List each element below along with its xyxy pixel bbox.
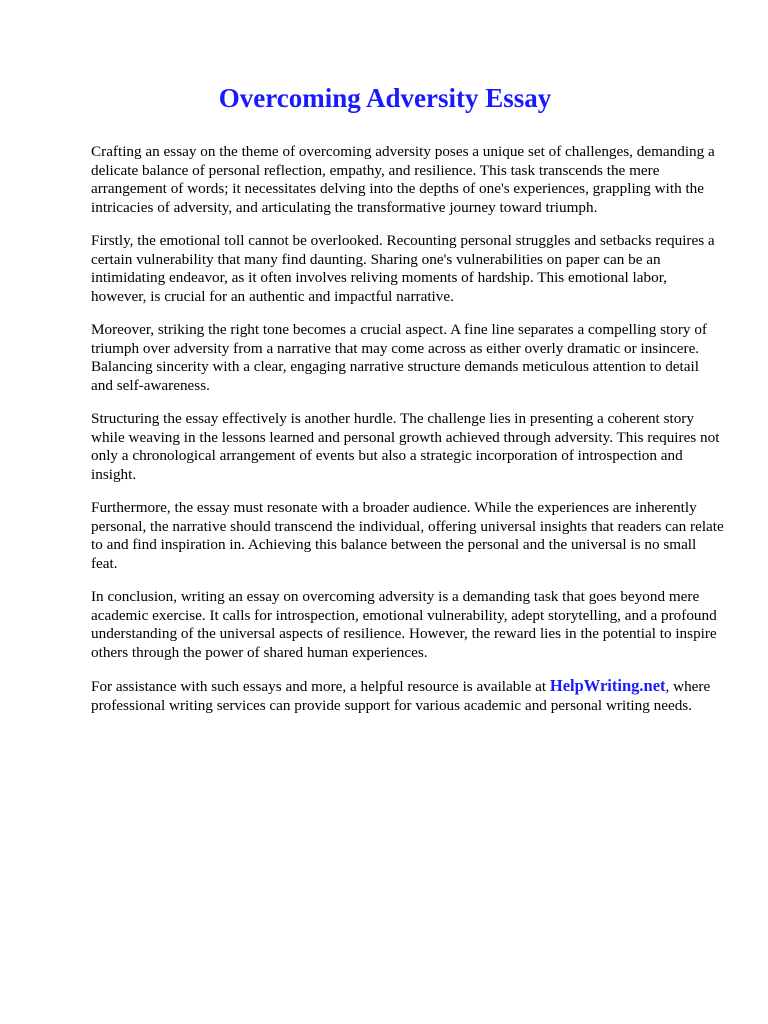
- closing-text-before-link: For assistance with such essays and more, a helpful resource is available at: [91, 678, 550, 695]
- paragraph-structure: Structuring the essay effectively is another hurdle. The challenge lies in presenting a coherent story while weaving in the lessons learned and personal growth achieved through adversity. This requires not only a chronological arrangement of events but also a strategic incorporation of introspection and insight.: [91, 410, 720, 483]
- helpwriting-link[interactable]: HelpWriting.net: [549, 676, 666, 695]
- closing-text-after-link: , where professional writing services can provide support for various academic and personal writing needs.: [91, 678, 711, 714]
- paragraph-closing: [91, 677, 724, 715]
- page-title: Overcoming Adversity Essay: [218, 83, 552, 113]
- paragraph-tone: Moreover, striking the right tone becomes a crucial aspect. A fine line separates a compelling story of triumph over adversity from a narrative that may come across as either overly dramatic or insincere. Balancing sincerity with a clear, engaging narrative structure demands meticulous attention to detail and self-awareness.: [91, 321, 707, 394]
- paragraph-audience: Furthermore, the essay must resonate with a broader audience. While the experiences are inherently personal, the narrative should transcend the individual, offering universal insights that readers can relate to and find inspiration in. Achieving this balance between the personal and the universal is no small feat.: [91, 499, 724, 572]
- paragraph-intro: Crafting an essay on the theme of overcoming adversity poses a unique set of challenges, demanding a delicate balance of personal reflection, empathy, and resilience. This task transcends the mere arrangement of words; it necessitates delving into the depths of one's experiences, grappling with the intricacies of adversity, and articulating the transformative journey toward triumph.: [91, 143, 715, 216]
- paragraph-emotional-toll: Firstly, the emotional toll cannot be overlooked. Recounting personal struggles and setbacks requires a certain vulnerability that many find daunting. Sharing one's vulnerabilities on paper can be an intimidating endeavor, as it often involves reliving moments of hardship. This emotional labor, however, is crucial for an authentic and impactful narrative.: [91, 232, 715, 305]
- paragraph-conclusion: In conclusion, writing an essay on overcoming adversity is a demanding task that goes beyond mere academic exercise. It calls for introspection, emotional vulnerability, adept storytelling, and a profound understanding of the universal aspects of resilience. However, the reward lies in the potential to inspire others through the power of shared human experiences.: [91, 588, 717, 661]
